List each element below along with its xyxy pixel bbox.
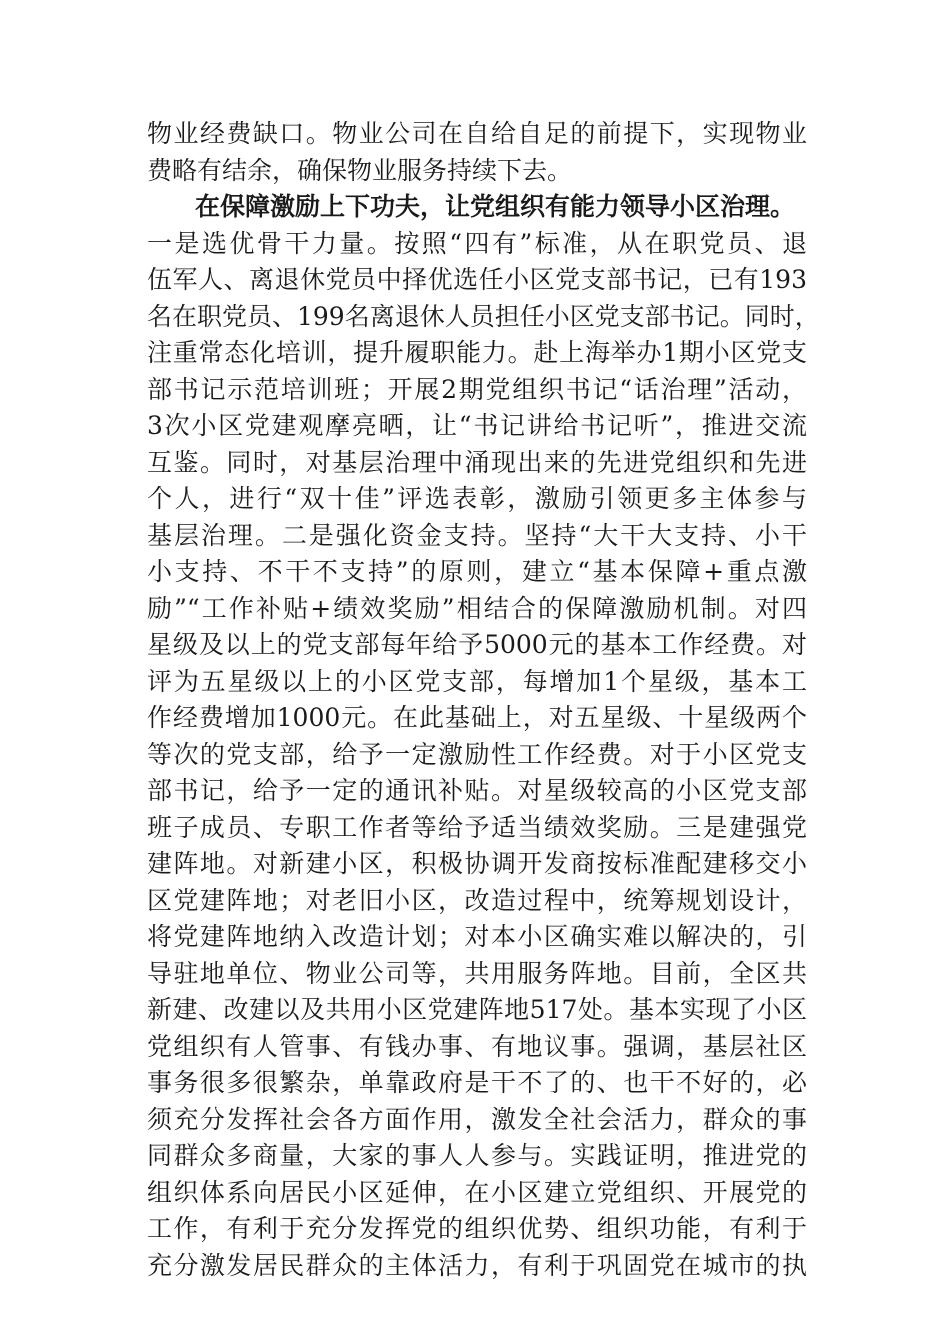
text-line: 建阵地。对新建小区，积极协调开发商按标准配建移交小 [147, 849, 807, 878]
text-line: 一是选优骨干力量。按照“四有”标准，从在职党员、退 [147, 228, 807, 258]
text-line: 励”“工作补贴+绩效奖励”相结合的保障激励机制。对四 [147, 593, 807, 623]
text-line: 工作，有利于充分发挥党的组织优势、组织功能，有利于 [147, 1214, 807, 1243]
text-line: 党组织有人管事、有钱办事、有地议事。强调，基层社区 [147, 1031, 807, 1061]
text-line: 伍军人、离退休党员中择优选任小区党支部书记，已有193 [147, 265, 807, 294]
text-line: 个人，进行“双十佳”评选表彰，激励引领更多主体参与 [147, 484, 807, 513]
text-line: 须充分发挥社会各方面作用，激发全社会活力，群众的事 [147, 1104, 807, 1134]
text-line: 费略有结余，确保物业服务持续下去。 [147, 155, 573, 185]
text-line: 部书记示范培训班；开展2期党组织书记“话治理”活动， [147, 374, 807, 404]
body-text [147, 116, 820, 1284]
text-line: 同群众多商量，大家的事人人参与。实践证明，推进党的 [147, 1141, 807, 1170]
text-line: 注重常态化培训，提升履职能力。赴上海举办1期小区党支 [147, 338, 807, 367]
text-line: 3次小区党建观摩亮晒，让“书记讲给书记听”，推进交流 [147, 411, 807, 440]
text-line: 互鉴。同时，对基层治理中涌现出来的先进党组织和先进 [147, 447, 807, 477]
text-line: 导驻地单位、物业公司等，共用服务阵地。目前，全区共 [147, 958, 807, 988]
text-line: 班子成员、专职工作者等给予适当绩效奖励。三是建强党 [147, 812, 807, 842]
text-line: 部书记，给予一定的通讯补贴。对星级较高的小区党支部 [147, 776, 807, 805]
text-line: 充分激发居民群众的主体活力，有利于巩固党在城市的执 [147, 1250, 807, 1280]
text-line: 名在职党员、199名离退休人员担任小区党支部书记。同时， [147, 301, 820, 331]
text-line: 将党建阵地纳入改造计划；对本小区确实难以解决的，引 [147, 922, 807, 951]
text-line: 事务很多很繁杂，单靠政府是干不了的、也干不好的，必 [147, 1068, 807, 1097]
text-line: 评为五星级以上的小区党支部，每增加1个星级，基本工 [147, 666, 807, 696]
text-line: 作经费增加1000元。在此基础上，对五星级、十星级两个 [147, 703, 807, 732]
text-line: 等次的党支部，给予一定激励性工作经费。对于小区党支 [147, 739, 807, 769]
text-line: 新建、改建以及共用小区党建阵地517处。基本实现了小区 [147, 995, 807, 1024]
section-heading: 在保障激励上下功夫，让党组织有能力领导小区治理。 [195, 192, 796, 221]
text-line: 物业经费缺口。物业公司在自给自足的前提下，实现物业 [147, 119, 807, 148]
text-line: 星级及以上的党支部每年给予5000元的基本工作经费。对 [147, 630, 807, 659]
text-line: 小支持、不干不支持”的原则，建立“基本保障+重点激 [147, 557, 807, 586]
text-line: 组织体系向居民小区延伸，在小区建立党组织、开展党的 [147, 1177, 807, 1207]
text-line: 基层治理。二是强化资金支持。坚持“大干大支持、小干 [147, 520, 807, 550]
text-line: 区党建阵地；对老旧小区，改造过程中，统筹规划设计， [147, 885, 807, 915]
